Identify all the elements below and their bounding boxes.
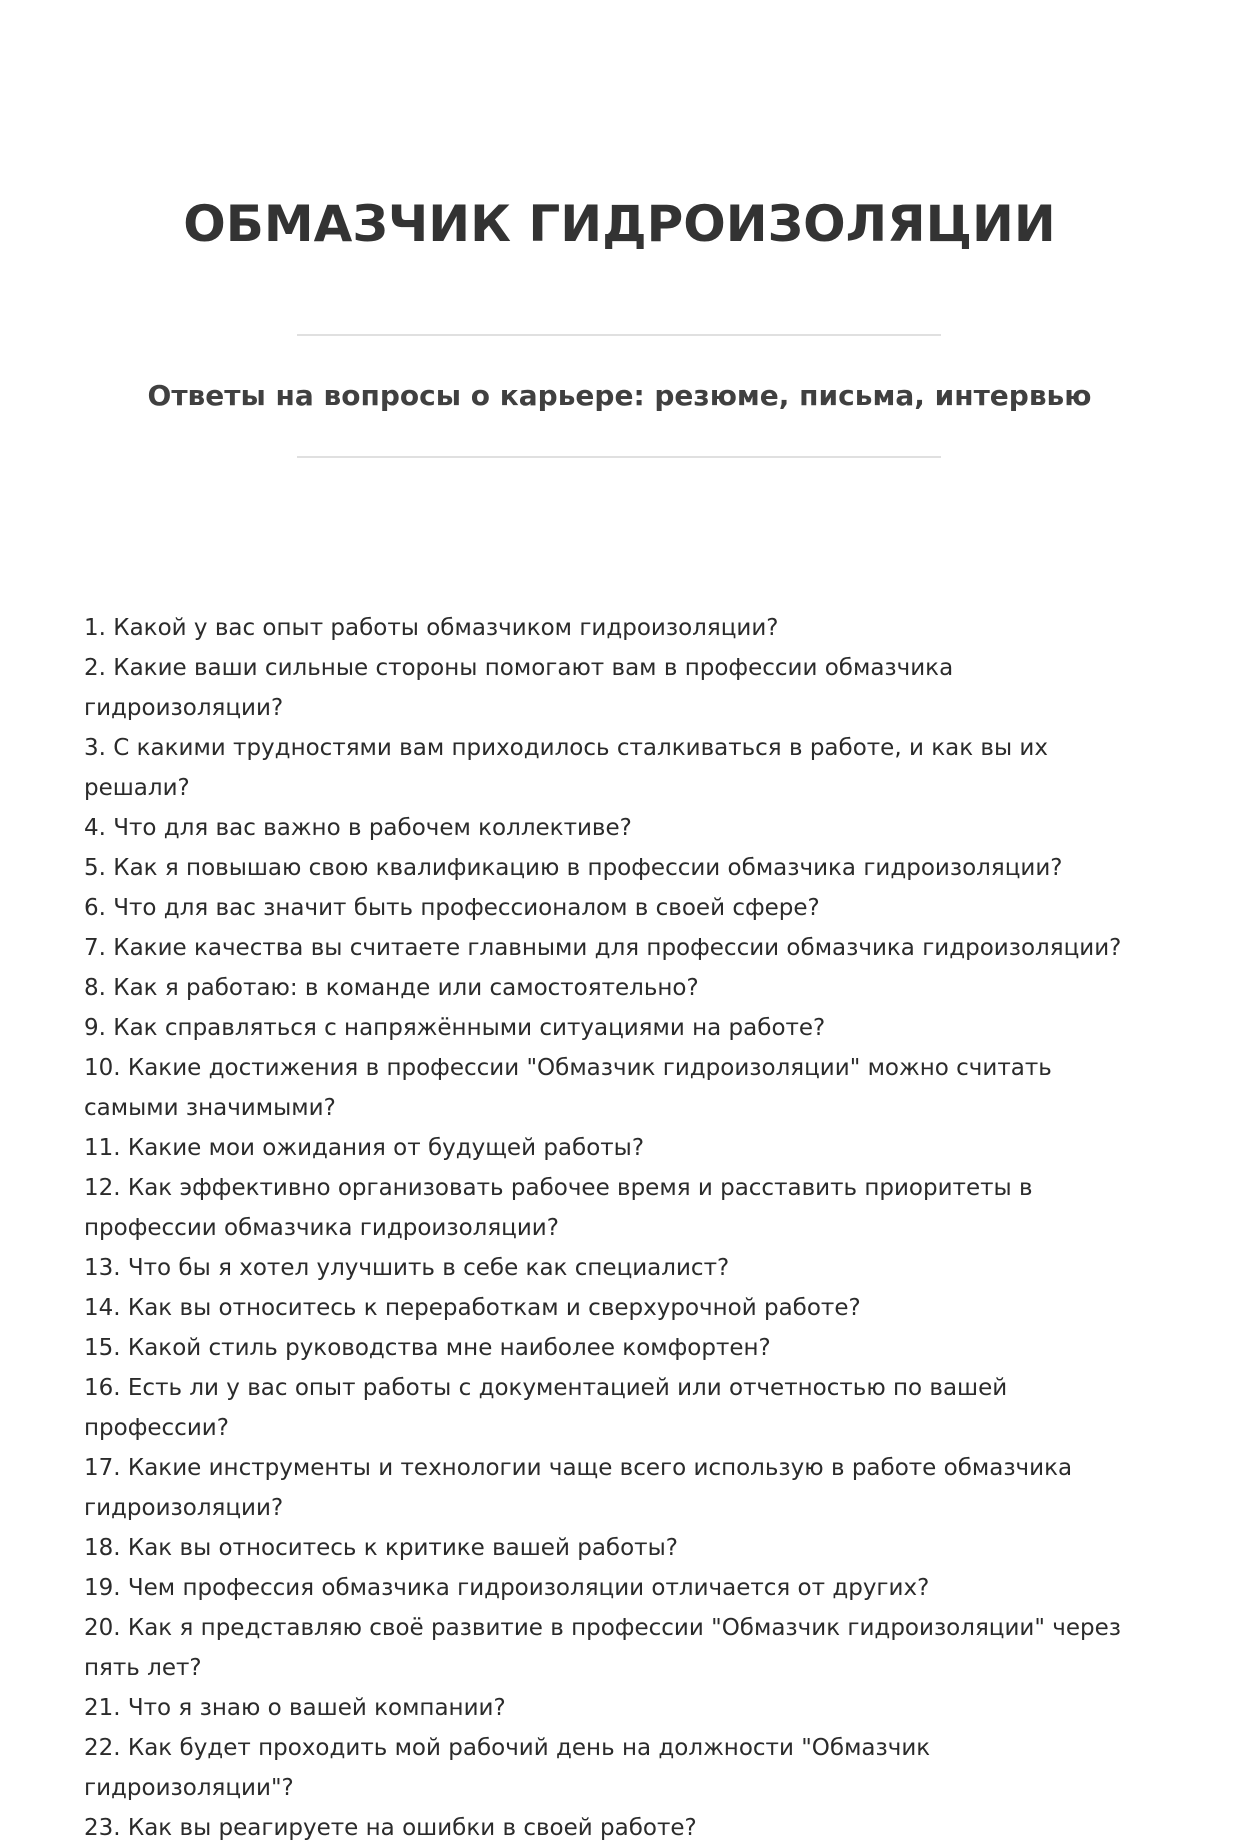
question-item: 19. Чем профессия обмазчика гидроизоляции отличается от других? xyxy=(84,1575,930,1601)
question-item: 20. Как я представляю своё развитие в профессии "Обмазчик гидроизоляции" через пять лет? xyxy=(84,1615,1121,1681)
divider-top xyxy=(297,334,941,336)
page-subtitle: Ответы на вопросы о карьере: резюме, письма, интервью xyxy=(147,379,1092,412)
question-item: 22. Как будет проходить мой рабочий день на должности "Обмазчик гидроизоляции"? xyxy=(84,1735,931,1801)
question-item: 1. Какой у вас опыт работы обмазчиком гидроизоляции? xyxy=(84,615,779,641)
question-item: 21. Что я знаю о вашей компании? xyxy=(84,1695,506,1721)
question-item: 2. Какие ваши сильные стороны помогают вам в профессии обмазчика гидроизоляции? xyxy=(84,655,954,721)
question-item: 3. С какими трудностями вам приходилось сталкиваться в работе, и как вы их решали? xyxy=(84,735,1048,801)
question-item: 15. Какой стиль руководства мне наиболее комфортен? xyxy=(84,1335,771,1361)
question-item: 10. Какие достижения в профессии "Обмазчик гидроизоляции" можно считать самыми значимыми? xyxy=(84,1055,1052,1121)
question-item: 12. Как эффективно организовать рабочее время и расставить приоритеты в профессии обмазчика гидроизоляции? xyxy=(84,1175,1033,1241)
question-item: 9. Как справляться с напряжёнными ситуациями на работе? xyxy=(84,1015,826,1041)
question-item: 18. Как вы относитесь к критике вашей работы? xyxy=(84,1535,678,1561)
question-item: 23. Как вы реагируете на ошибки в своей работе? xyxy=(84,1815,697,1841)
question-item: 11. Какие мои ожидания от будущей работы? xyxy=(84,1135,645,1161)
question-item: 16. Есть ли у вас опыт работы с документацией или отчетностью по вашей профессии? xyxy=(84,1375,1008,1441)
page-title: ОБМАЗЧИК ГИДРОИЗОЛЯЦИИ xyxy=(183,195,1056,253)
question-item: 14. Как вы относитесь к переработкам и сверхурочной работе? xyxy=(84,1295,861,1321)
question-item: 17. Какие инструменты и технологии чаще всего использую в работе обмазчика гидроизоляции? xyxy=(84,1455,1073,1521)
question-item: 13. Что бы я хотел улучшить в себе как специалист? xyxy=(84,1255,730,1281)
question-item: 4. Что для вас важно в рабочем коллективе? xyxy=(84,815,632,841)
question-item: 5. Как я повышаю свою квалификацию в профессии обмазчика гидроизоляции? xyxy=(84,855,1063,881)
question-item: 6. Что для вас значит быть профессионалом в своей сфере? xyxy=(84,895,820,921)
divider-bottom xyxy=(297,456,941,458)
question-list xyxy=(84,608,1124,1848)
question-item: 8. Как я работаю: в команде или самостоятельно? xyxy=(84,975,699,1001)
question-item: 7. Какие качества вы считаете главными для профессии обмазчика гидроизоляции? xyxy=(84,935,1122,961)
